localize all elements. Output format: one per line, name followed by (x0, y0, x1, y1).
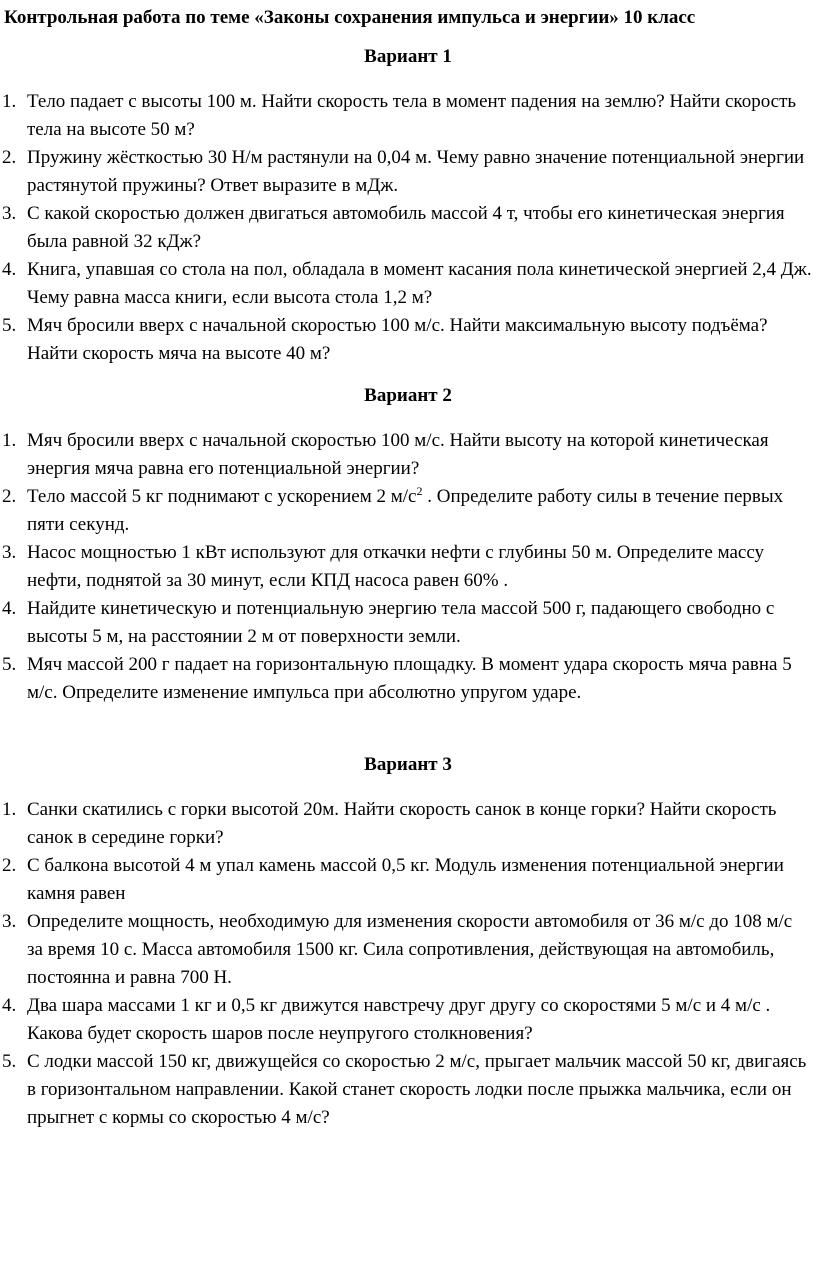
task-number: 2. (2, 486, 17, 507)
list-item (0, 992, 816, 1048)
variant-2-task-list (0, 427, 816, 707)
task-number: 5. (2, 315, 17, 336)
task-text: С балкона высотой 4 м упал камень массой 0,5 кг. Модуль изменения потенциальной энергии камня равен (27, 855, 784, 904)
variant-2-heading: Вариант 2 (364, 385, 452, 406)
task-number: 4. (2, 598, 17, 619)
list-item (0, 144, 816, 200)
task-number: 2. (2, 855, 17, 876)
variant-3-task-list (0, 796, 816, 1132)
list-item (0, 427, 816, 483)
list-item (0, 908, 816, 992)
task-text: Санки скатились с горки высотой 20м. Найти скорость санок в конце горки? Найти скорость санок в середине горки? (27, 799, 777, 848)
variant-1-task-list (0, 88, 816, 368)
list-item (0, 595, 816, 651)
task-number: 3. (2, 542, 17, 563)
task-number: 1. (2, 799, 17, 820)
variant-1-heading: Вариант 1 (364, 46, 452, 67)
list-item (0, 483, 816, 539)
superscript-exponent: 2 (416, 484, 423, 498)
task-number: 1. (2, 430, 17, 451)
task-number: 5. (2, 654, 17, 675)
task-text: Найдите кинетическую и потенциальную энергию тела массой 500 г, падающего свободно с высоты 5 м, на расстоянии 2 м от поверхности земли. (27, 598, 775, 647)
list-item (0, 256, 816, 312)
list-item (0, 312, 816, 368)
task-text (27, 483, 812, 539)
task-text: Тело падает с высоты 100 м. Найти скорость тела в момент падения на землю? Найти скорость тела на высоте 50 м? (27, 91, 797, 140)
task-text: Насос мощностью 1 кВт используют для откачки нефти с глубины 50 м. Определите массу нефти, поднятой за 30 минут, если КПД насоса равен 60% . (27, 542, 765, 591)
task-number: 4. (2, 995, 17, 1016)
list-item (0, 796, 816, 852)
task-text: Мяч бросили вверх с начальной скоростью 100 м/с. Найти высоту на которой кинетическая энергия мяча равна его потенциальной энергии? (27, 430, 769, 479)
list-item (0, 88, 816, 144)
document-title: Контрольная работа по теме «Законы сохранения импульса и энергии» 10 класс (4, 7, 696, 28)
task-number: 1. (2, 91, 17, 112)
list-item (0, 200, 816, 256)
task-text: Определите мощность, необходимую для изменения скорости автомобиля от 36 м/с до 108 м/с за время 10 с. Масса автомобиля 1500 кг. Сила сопротивления, действующая на автомобиль, постоянна и равна 700 Н. (27, 911, 793, 988)
task-text: Книга, упавшая со стола на пол, обладала в момент касания пола кинетической энергией 2,4 Дж. Чему равна масса книги, если высота стола 1,2 м? (27, 259, 812, 308)
list-item (0, 539, 816, 595)
task-text-part: . Определите работу силы в течение первых пяти секунд. (27, 486, 784, 535)
list-item (0, 852, 816, 908)
task-number: 3. (2, 911, 17, 932)
variant-3-heading: Вариант 3 (364, 754, 452, 775)
task-text: С какой скоростью должен двигаться автомобиль массой 4 т, чтобы его кинетическая энергия была равной 32 кДж? (27, 203, 785, 252)
task-number: 3. (2, 203, 17, 224)
task-text: Мяч массой 200 г падает на горизонтальную площадку. В момент удара скорость мяча равна 5 м/с. Определите изменение импульса при абсолютно упругом ударе. (27, 654, 792, 703)
task-number: 4. (2, 259, 17, 280)
task-text: Мяч бросили вверх с начальной скоростью 100 м/с. Найти максимальную высоту подъёма? Найти скорость мяча на высоте 40 м? (27, 315, 768, 364)
list-item (0, 651, 816, 707)
task-text: С лодки массой 150 кг, движущейся со скоростью 2 м/с, прыгает мальчик массой 50 кг, двигаясь в горизонтальном направлении. Какой станет скорость лодки после прыжка мальчика, если он прыгнет с кормы со скоростью 4 м/с? (27, 1051, 807, 1128)
task-number: 5. (2, 1051, 17, 1072)
task-text: Два шара массами 1 кг и 0,5 кг движутся навстречу друг другу со скоростями 5 м/с и 4 м/с . Какова будет скорость шаров после неупругого столкновения? (27, 995, 771, 1044)
task-text-part: Тело массой 5 кг поднимают с ускорением 2 м/с (27, 486, 417, 507)
task-number: 2. (2, 147, 17, 168)
task-text: Пружину жёсткостью 30 Н/м растянули на 0,04 м. Чему равно значение потенциальной энергии растянутой пружины? Ответ выразите в мДж. (27, 147, 805, 196)
list-item (0, 1048, 816, 1132)
